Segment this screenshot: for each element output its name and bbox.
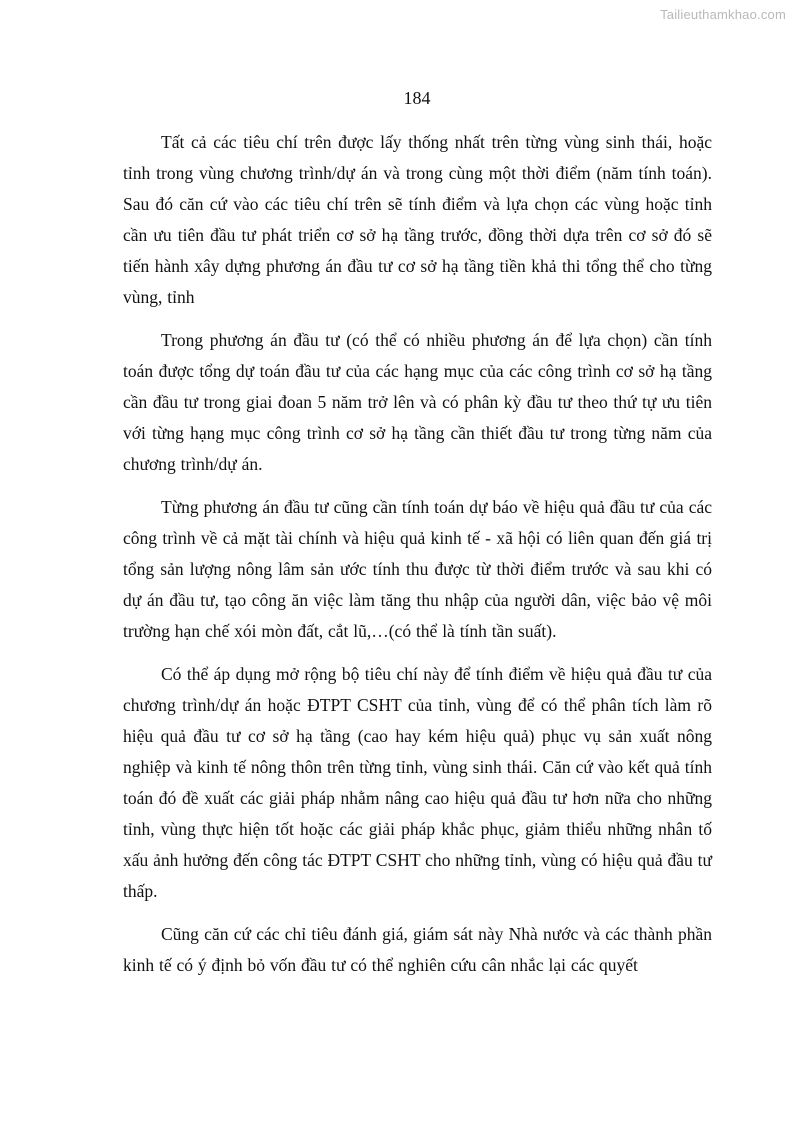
paragraph-3: Từng phương án đầu tư cũng cần tính toán dự báo về hiệu quả đầu tư của các công trình về cả mặt tài chính và hiệu quả kinh tế - xã hội có liên quan đến giá trị tổng sản lượng nông lâm sản ước tính thu được từ thời điểm trước và sau khi có dự án đầu tư, tạo công ăn việc làm tăng thu nhập của người dân, việc bảo vệ môi trường hạn chế xói mòn đất, cắt lũ,…(có thể là tính tần suất). (123, 497, 712, 641)
document-body (123, 127, 712, 993)
paragraph-4: Có thể áp dụng mở rộng bộ tiêu chí này để tính điểm về hiệu quả đầu tư của chương trình/dự án hoặc ĐTPT CSHT của tỉnh, vùng để có thể phân tích làm rõ hiệu quả đầu tư cơ sở hạ tầng (cao hay kém hiệu quả) phục vụ sản xuất nông nghiệp và kinh tế nông thôn trên từng tỉnh, vùng sinh thái. Căn cứ vào kết quả tính toán đó đề xuất các giải pháp nhằm nâng cao hiệu quả đầu tư hơn nữa cho những tỉnh, vùng thực hiện tốt hoặc các giải pháp khắc phục, giảm thiểu những nhân tố xấu ảnh hưởng đến công tác ĐTPT CSHT cho những tỉnh, vùng có hiệu quả đầu tư thấp. (123, 664, 712, 901)
paragraph-5: Cũng căn cứ các chỉ tiêu đánh giá, giám sát này Nhà nước và các thành phần kinh tế có ý định bỏ vốn đầu tư có thể nghiên cứu cân nhắc lại các quyết (123, 924, 712, 975)
watermark-text: Tailieuthamkhao.com (660, 7, 786, 22)
page-number: 184 (403, 88, 431, 108)
paragraph-2: Trong phương án đầu tư (có thể có nhiều phương án để lựa chọn) cần tính toán được tổng dự toán đầu tư của các hạng mục của các công trình cơ sở hạ tầng cần đầu tư trong giai đoan 5 năm trở lên và có phân kỳ đầu tư theo thứ tự ưu tiên với từng hạng mục công trình cơ sở hạ tầng cần thiết đầu tư trong từng năm của chương trình/dự án. (123, 330, 712, 474)
paragraph-1: Tất cả các tiêu chí trên được lấy thống nhất trên từng vùng sinh thái, hoặc tỉnh trong vùng chương trình/dự án và trong cùng một thời điểm (năm tính toán). Sau đó căn cứ vào các tiêu chí trên sẽ tính điểm và lựa chọn các vùng hoặc tỉnh cần ưu tiên đầu tư phát triển cơ sở hạ tầng trước, đồng thời dựa trên cơ sở đó sẽ tiến hành xây dựng phương án đầu tư cơ sở hạ tầng tiền khả thi tổng thể cho từng vùng, tỉnh (123, 132, 712, 307)
